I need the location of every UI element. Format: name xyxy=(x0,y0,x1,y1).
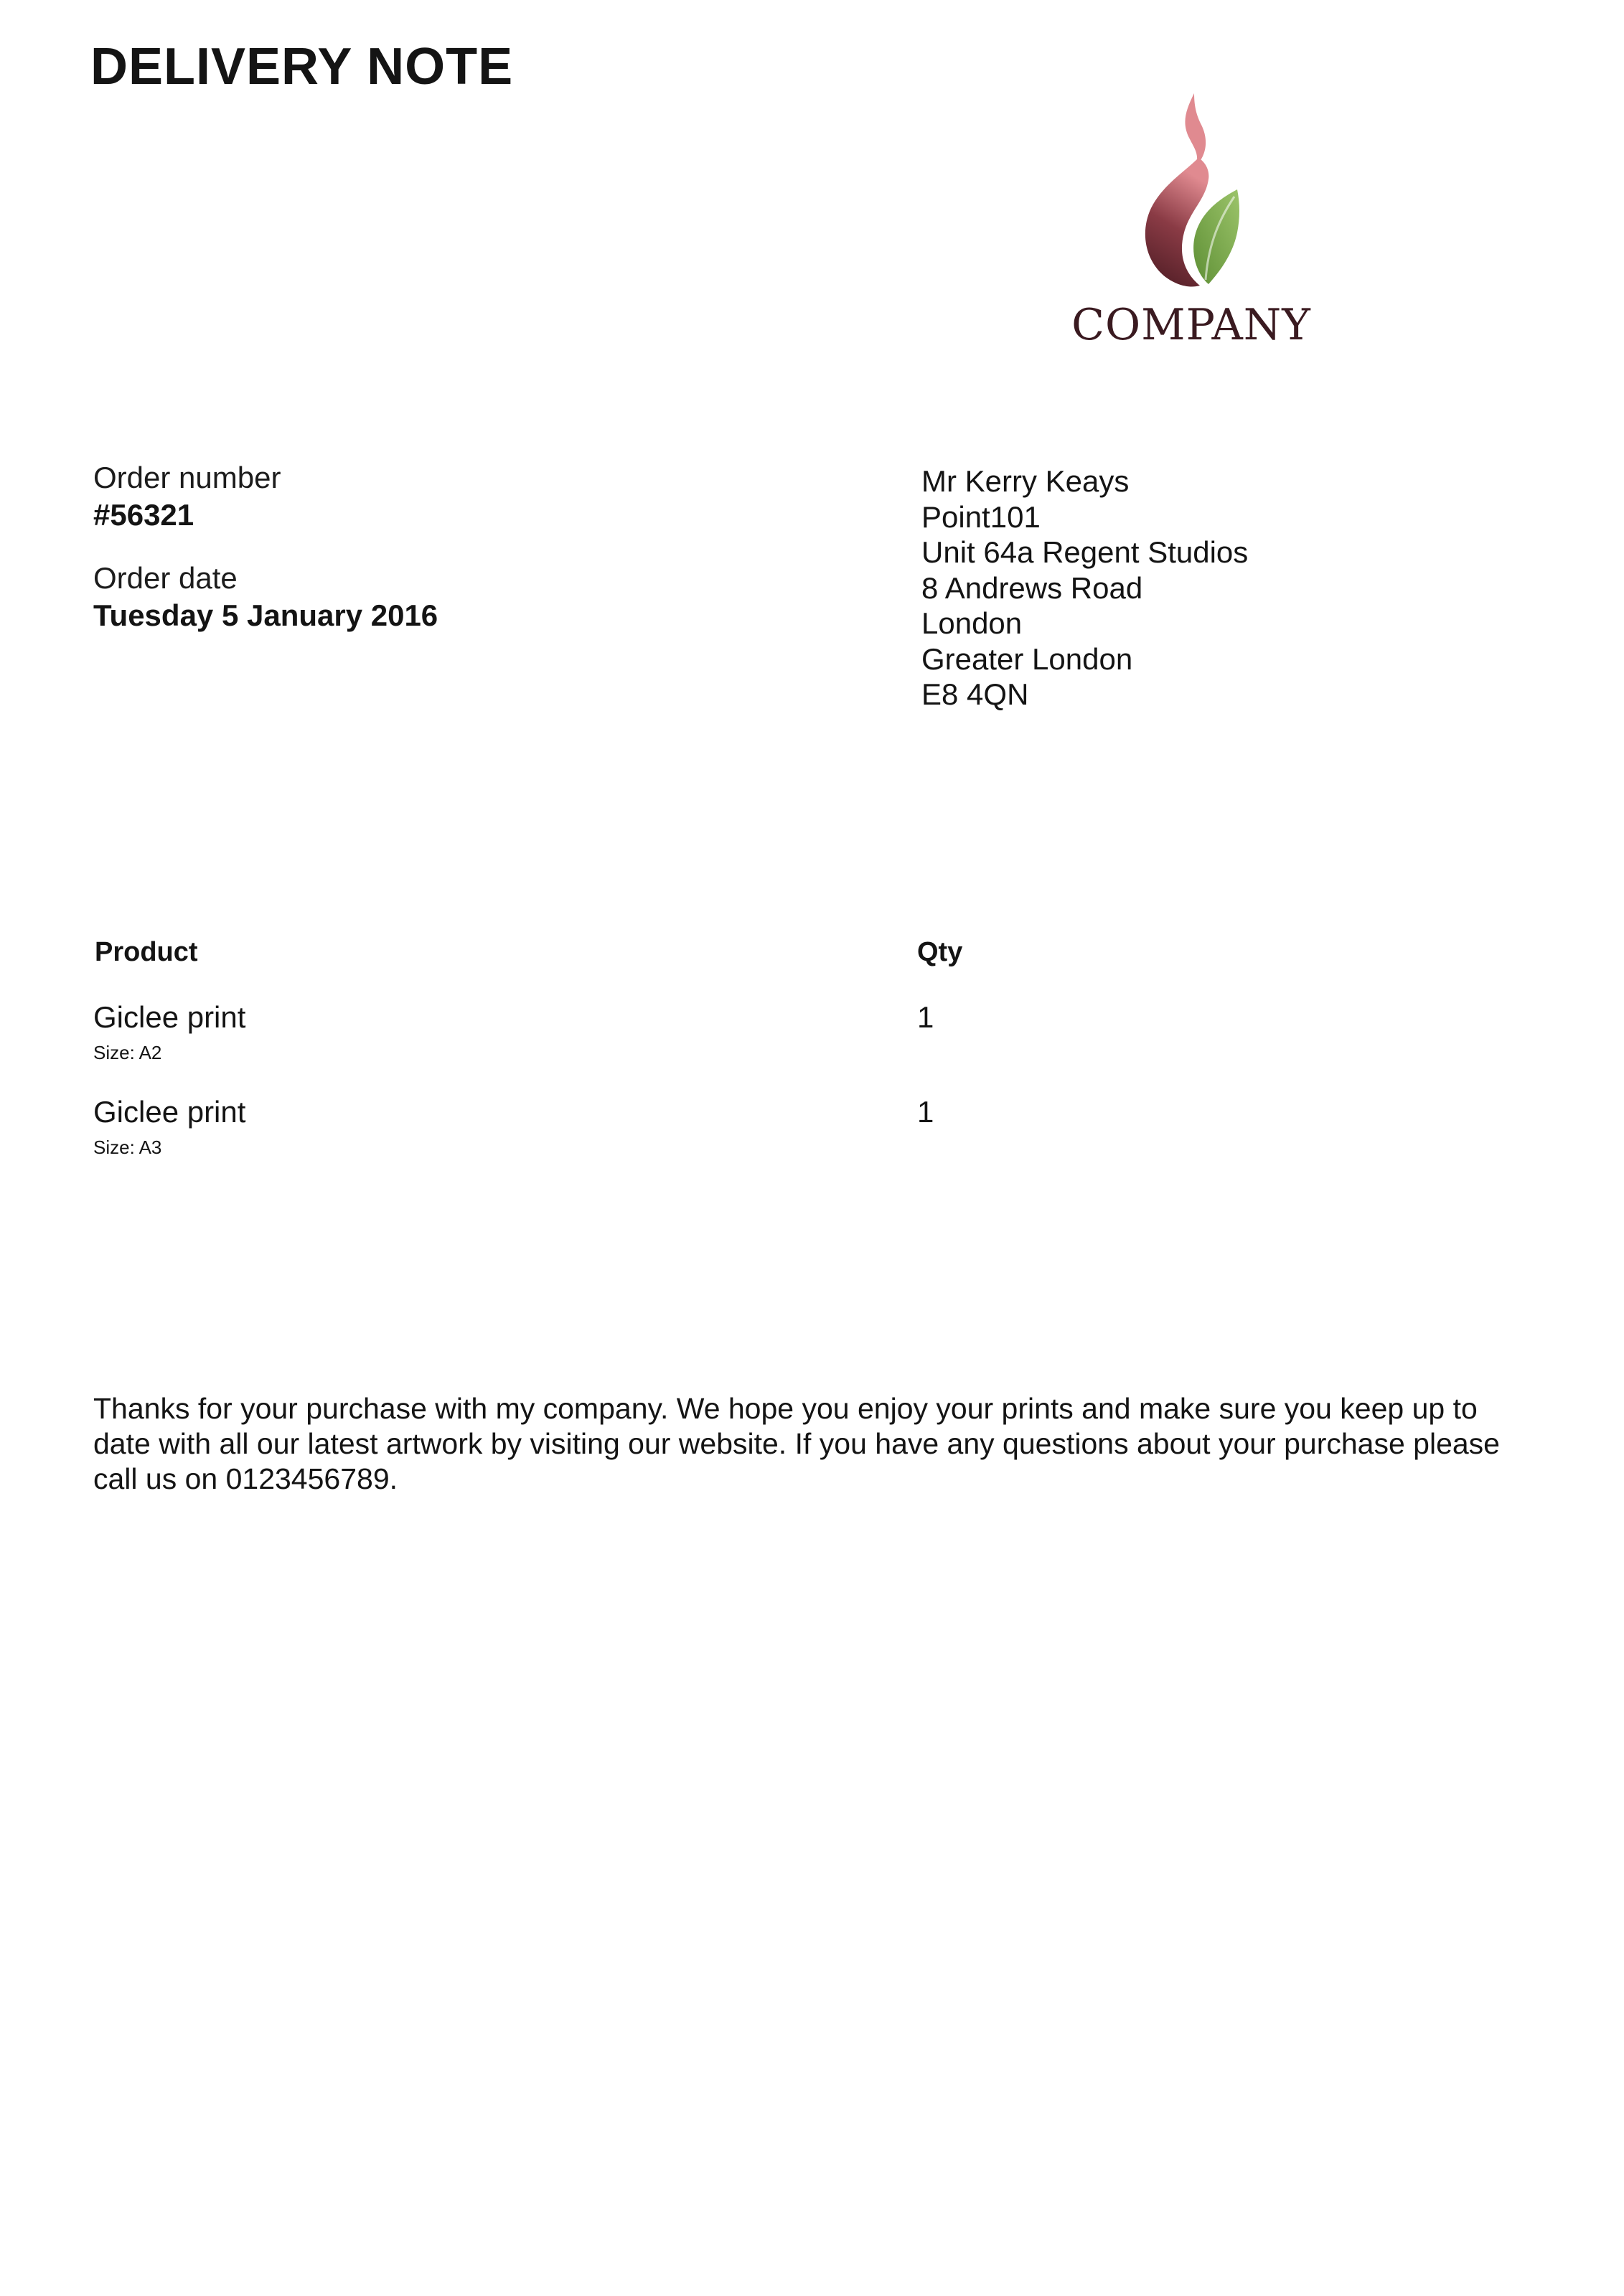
thank-you-message: Thanks for your purchase with my company. We hope you enjoy your prints and make sure you keep up to date with all our latest artwork by visiting our website. If you have any questions about your purchase please call us on 0123456789. xyxy=(93,1392,1500,1495)
product-size: Size: A3 xyxy=(93,1137,162,1158)
address-line-county: Greater London xyxy=(921,641,1133,676)
address-line-name: Mr Kerry Keays xyxy=(921,464,1130,498)
order-info xyxy=(93,459,739,634)
address-line-company: Point101 xyxy=(921,499,1041,534)
address-line-city: London xyxy=(921,606,1023,640)
product-qty: 1 xyxy=(917,1000,934,1034)
company-wordmark: COMPANY xyxy=(1071,300,1311,350)
order-number-label: Order number xyxy=(93,461,281,494)
delivery-address xyxy=(921,464,1567,712)
address-line-street: 8 Andrews Road xyxy=(921,570,1143,605)
order-number-value: #56321 xyxy=(93,498,194,532)
qty-column-header: Qty xyxy=(917,937,963,967)
product-size: Size: A2 xyxy=(93,1042,162,1063)
document-title: DELIVERY NOTE xyxy=(90,38,514,95)
product-name: Giclee print xyxy=(93,1000,246,1034)
flame-leaf-logo-icon xyxy=(1134,92,1249,293)
product-name: Giclee print xyxy=(93,1095,246,1129)
table-row xyxy=(93,1095,1385,1181)
product-column-header: Product xyxy=(95,937,198,967)
company-logo xyxy=(1062,92,1320,357)
order-date-value: Tuesday 5 January 2016 xyxy=(93,598,438,632)
address-line-postcode: E8 4QN xyxy=(921,677,1029,711)
product-qty: 1 xyxy=(917,1095,934,1129)
order-date-label: Order date xyxy=(93,561,238,595)
address-line-unit: Unit 64a Regent Studios xyxy=(921,535,1249,569)
table-row xyxy=(93,1000,1385,1086)
